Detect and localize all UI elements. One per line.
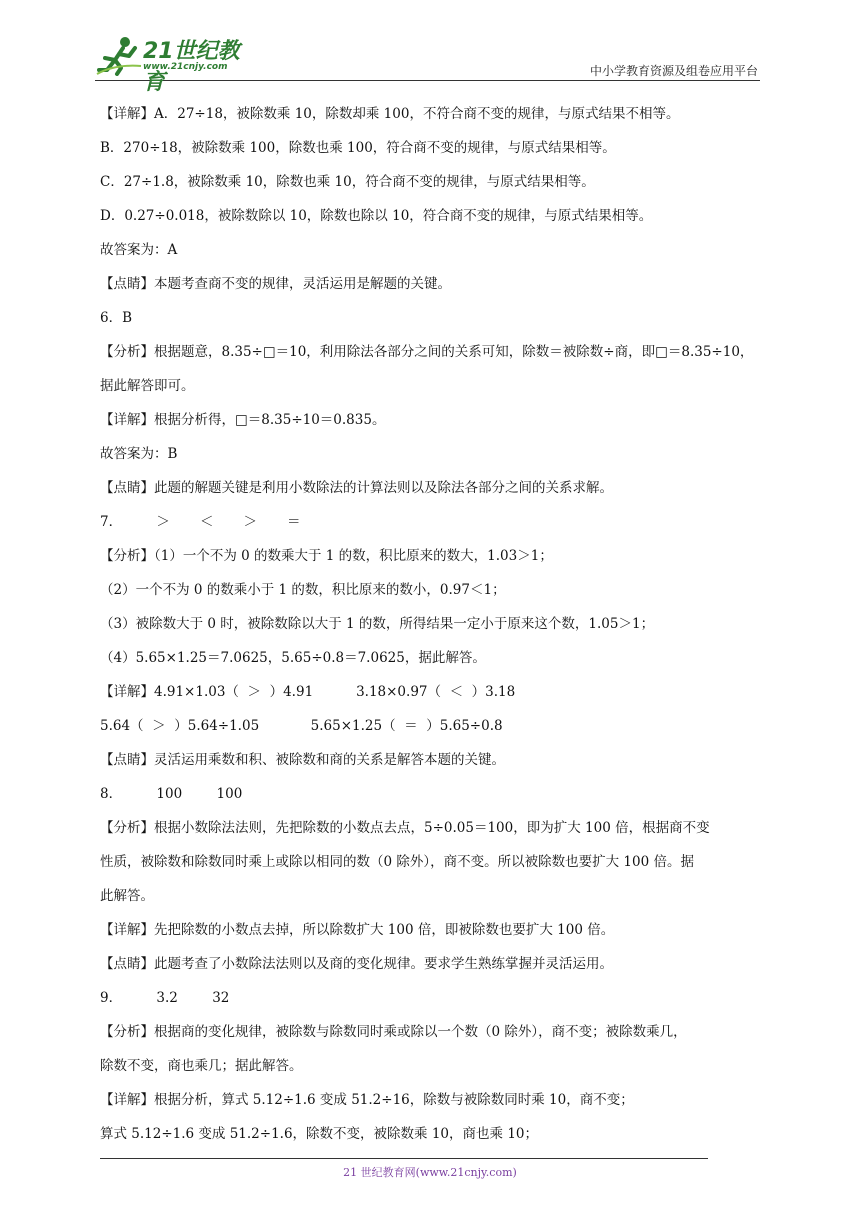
text-line: 5.64（ ＞ ）5.64÷1.05 5.65×1.25（ ＝ ）5.65÷0.8 [100, 718, 503, 734]
text-line: 【详解】先把除数的小数点去掉，所以除数扩大 100 倍，即被除数也要扩大 100 倍。 [100, 922, 615, 938]
site-logo [95, 34, 255, 95]
footer-link[interactable]: 21 世纪教育网(www.21cnjy.com) [343, 1166, 517, 1179]
text-line: 【分析】根据题意，8.35÷□＝10，利用除法各部分之间的关系可知，除数＝被除数÷商，即□＝8.35÷10， [100, 344, 754, 360]
text-line: 【详解】4.91×1.03（ ＞ ）4.91 3.18×0.97（ ＜ ）3.18 [100, 684, 516, 700]
text-line: 算式 5.12÷1.6 变成 51.2÷1.6，除数不变，被除数乘 10，商也乘 10； [100, 1126, 538, 1142]
question-number: 7． ＞ ＜ ＞ ＝ [100, 514, 301, 530]
text-line: B．270÷18，被除数乘 100，除数也乘 100，符合商不变的规律，与原式结果相等。 [100, 140, 616, 156]
text-line: 此解答。 [100, 888, 154, 904]
text-line: 【分析】根据商的变化规律，被除数与除数同时乘或除以一个数（0 除外），商不变；被除数乘几， [100, 1024, 687, 1040]
text-line: 【点睛】灵活运用乘数和积、被除数和商的关系是解答本题的关键。 [100, 752, 505, 768]
platform-title: 中小学教育资源及组卷应用平台 [589, 64, 758, 78]
text-line: 【详解】根据分析得，□＝8.35÷10＝0.835。 [100, 412, 386, 428]
text-line: （3）被除数大于 0 时，被除数除以大于 1 的数，所得结果一定小于原来这个数，1.05＞1； [100, 616, 655, 632]
logo-url: www.21cnjy.com [143, 62, 228, 72]
text-line: 除数不变，商也乘几；据此解答。 [100, 1058, 303, 1074]
text-line: 故答案为：B [100, 446, 178, 462]
question-number: 8． 100 100 [100, 786, 243, 802]
text-line: 【详解】A．27÷18，被除数乘 10，除数却乘 100，不符合商不变的规律，与原式结果不相等。 [100, 106, 680, 122]
text-line: 【点睛】此题的解题关键是利用小数除法的计算法则以及除法各部分之间的关系求解。 [100, 480, 613, 496]
text-line: 性质，被除数和除数同时乘上或除以相同的数（0 除外），商不变。所以被除数也要扩大 100 倍。据 [100, 854, 694, 870]
page-header [95, 30, 760, 95]
text-line: D．0.27÷0.018，被除数除以 10，除数也除以 10，符合商不变的规律，与原式结果相等。 [100, 208, 653, 224]
text-line: （4）5.65×1.25＝7.0625，5.65÷0.8＝7.0625，据此解答。 [100, 650, 486, 666]
runner-icon [95, 34, 143, 76]
text-line: 【详解】根据分析，算式 5.12÷1.6 变成 51.2÷16，除数与被除数同时乘 10，商不变； [100, 1092, 634, 1108]
text-line: 【点睛】本题考查商不变的规律，灵活运用是解题的关键。 [100, 276, 451, 292]
text-line: 【点睛】此题考查了小数除法法则以及商的变化规律。要求学生熟练掌握并灵活运用。 [100, 956, 613, 972]
question-number: 9． 3.2 32 [100, 990, 230, 1006]
text-line: 据此解答即可。 [100, 378, 195, 394]
text-line: 【分析】（1）一个不为 0 的数乘大于 1 的数，积比原来的数大，1.03＞1； [100, 548, 553, 564]
text-line: C．27÷1.8，被除数乘 10，除数也乘 10，符合商不变的规律，与原式结果相等。 [100, 174, 595, 190]
logo-text: 21世纪教育 [143, 39, 240, 95]
text-line: （2）一个不为 0 的数乘小于 1 的数，积比原来的数小，0.97＜1； [100, 582, 506, 598]
text-line: 故答案为：A [100, 242, 178, 258]
question-number: 6．B [100, 310, 133, 326]
text-line: 【分析】根据小数除法法则，先把除数的小数点去点，5÷0.05＝100，即为扩大 100 倍，根据商不变 [100, 820, 710, 836]
footer-divider [100, 1158, 708, 1159]
